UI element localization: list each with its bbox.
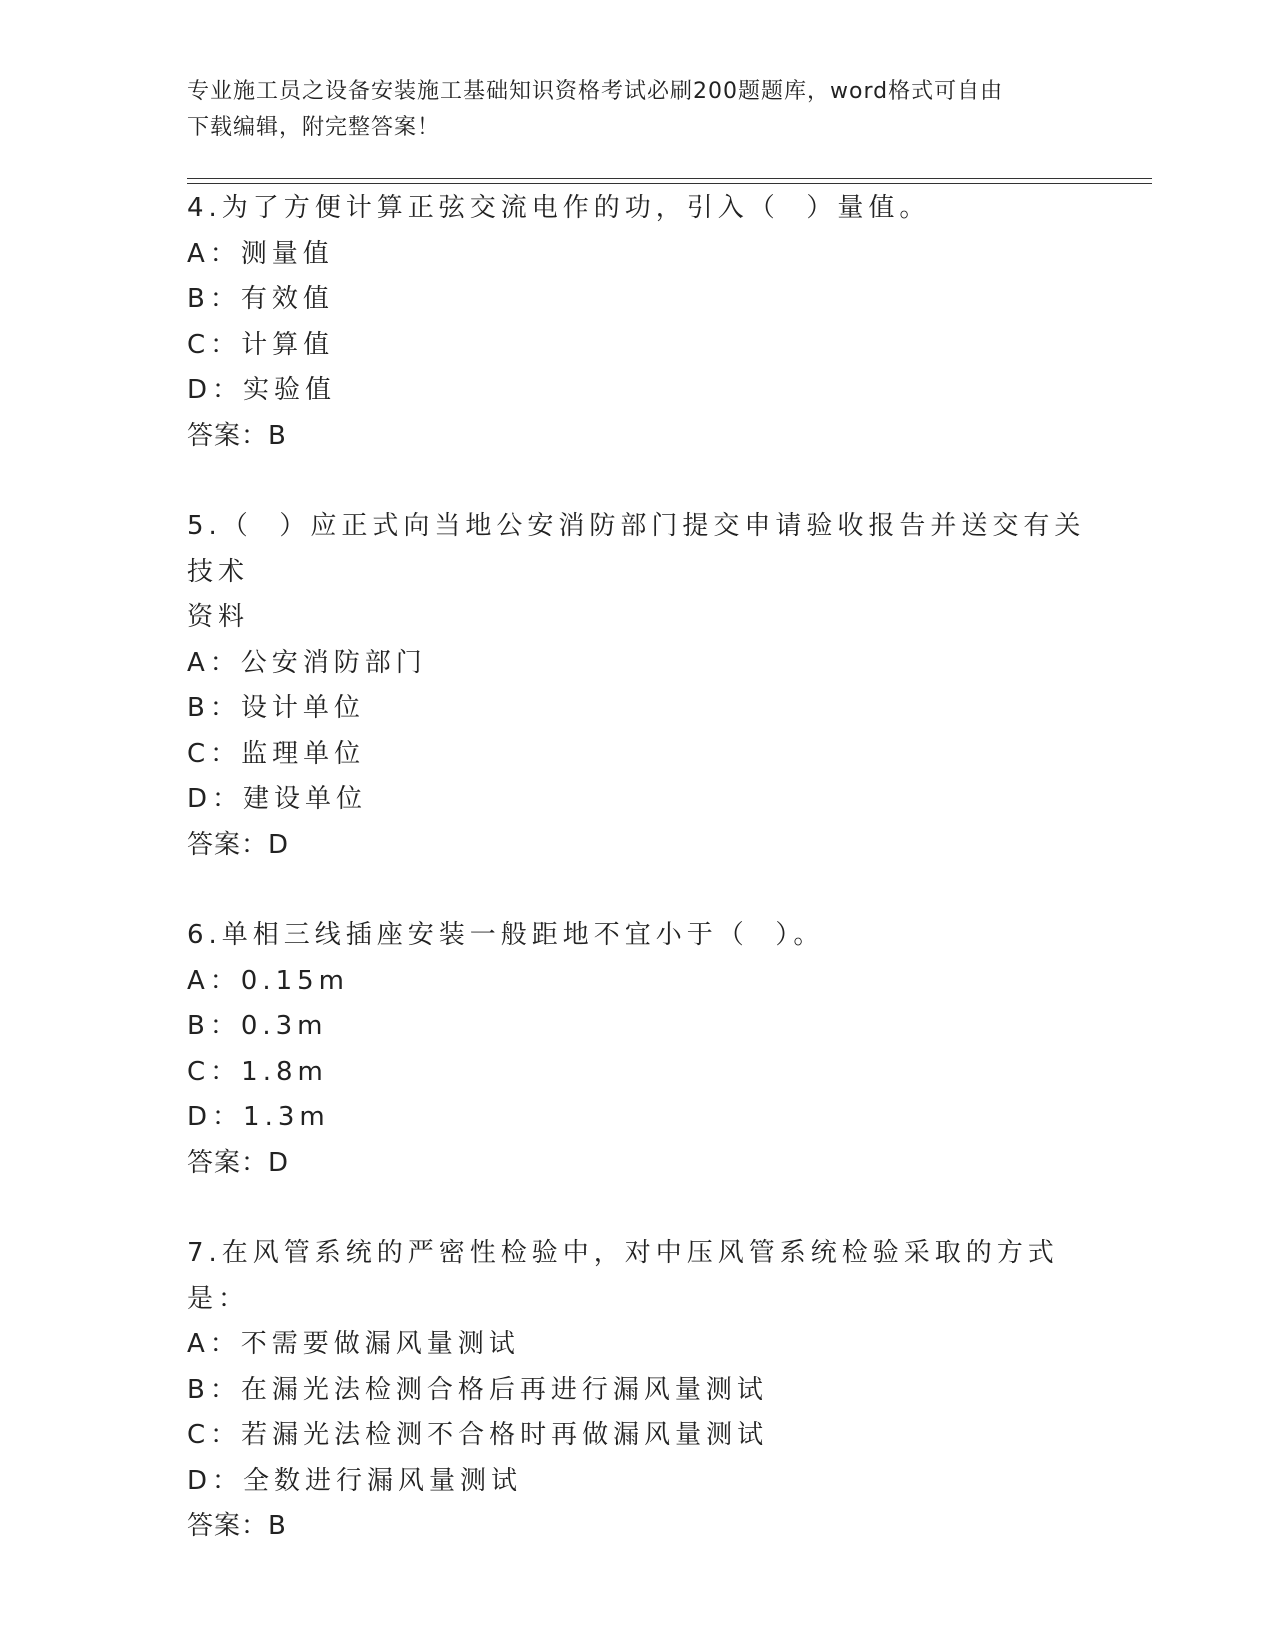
document-header	[187, 74, 1087, 146]
option-a: A：不需要做漏风量测试	[187, 1329, 520, 1359]
question-stem: 5.（ ）应正式向当地公安消防部门提交申请验收报告并送交有关技术	[187, 511, 1086, 587]
option-a: A：0.15m	[187, 965, 350, 996]
question-6	[187, 913, 1087, 1186]
answer: 答案：B	[187, 420, 287, 451]
option-c: C：1.8m	[187, 1056, 328, 1087]
answer: 答案：D	[187, 829, 290, 860]
header-rule-bottom	[187, 183, 1152, 184]
option-c: C：计算值	[187, 329, 335, 360]
option-d: D：1.3m	[187, 1102, 330, 1132]
option-d: D：全数进行漏风量测试	[187, 1465, 523, 1496]
header-rule-top	[187, 178, 1152, 179]
question-stem: 7.在风管系统的严密性检验中，对中压风管系统检验采取的方式是：	[187, 1238, 1059, 1314]
option-c: C：监理单位	[187, 738, 366, 769]
answer: 答案：D	[187, 1147, 290, 1178]
question-4	[187, 186, 1087, 459]
question-stem-continued: 资料	[187, 602, 250, 632]
header-line-1: 专业施工员之设备安装施工基础知识资格考试必刷200题题库，word格式可自由	[187, 79, 1004, 104]
option-c: C：若漏光法检测不合格时再做漏风量测试	[187, 1420, 769, 1450]
header-line-2: 下载编辑，附完整答案！	[187, 115, 441, 140]
option-a: A：公安消防部门	[187, 647, 427, 678]
option-b: B：设计单位	[187, 693, 365, 723]
option-b: B：在漏光法检测合格后再进行漏风量测试	[187, 1374, 768, 1405]
question-5	[187, 504, 1087, 868]
option-d: D：建设单位	[187, 784, 368, 814]
option-b: B：0.3m	[187, 1011, 328, 1041]
option-d: D：实验值	[187, 375, 337, 405]
option-b: B：有效值	[187, 284, 334, 314]
question-list	[187, 186, 1087, 1595]
option-a: A：测量值	[187, 238, 334, 269]
answer: 答案：B	[187, 1511, 287, 1541]
question-stem: 4.为了方便计算正弦交流电作的功，引入（ ）量值。	[187, 193, 931, 223]
question-stem: 6.单相三线插座安装一般距地不宜小于（ ）。	[187, 920, 825, 950]
question-7	[187, 1231, 1087, 1550]
